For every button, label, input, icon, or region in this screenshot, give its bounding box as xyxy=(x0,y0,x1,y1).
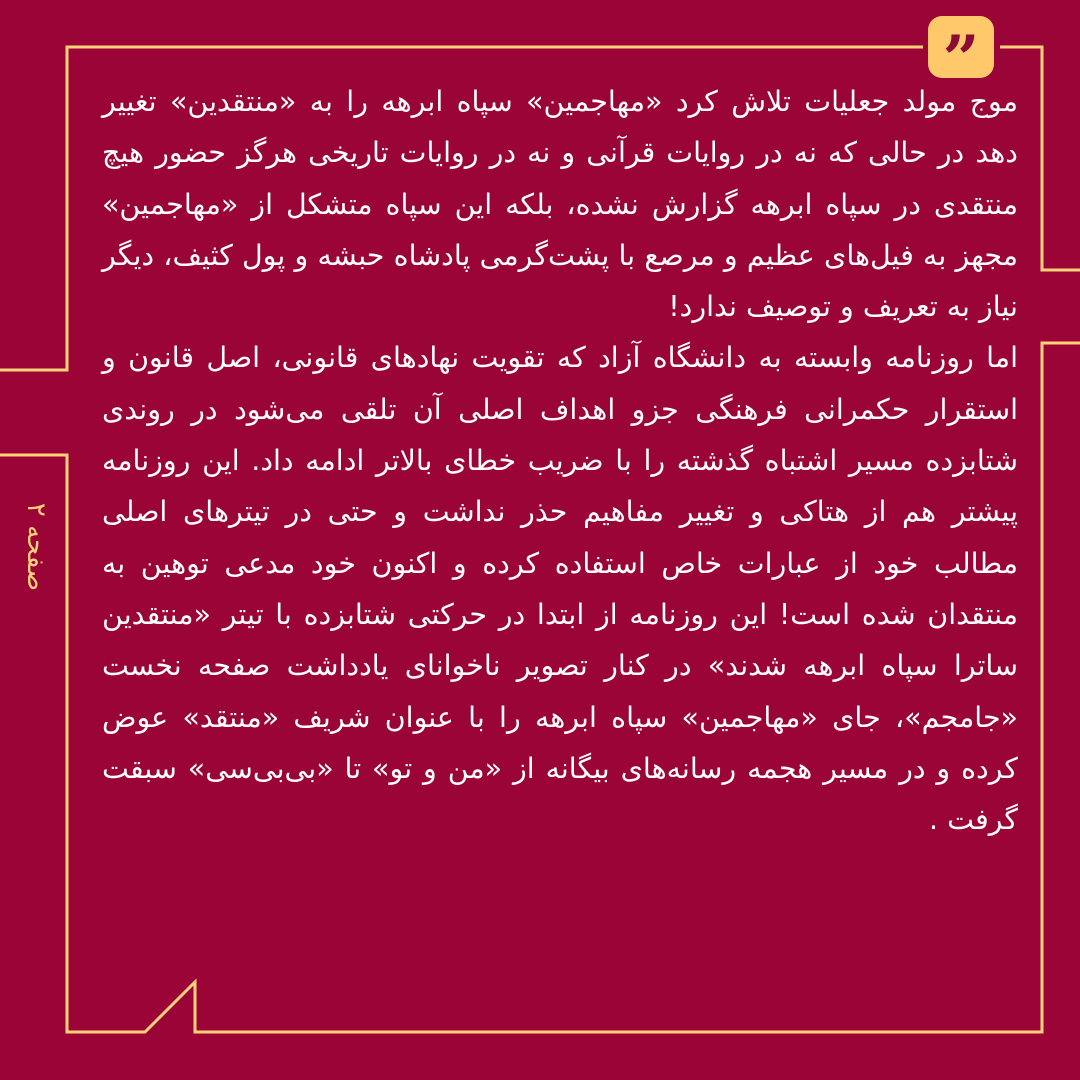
paragraph-1: موج مولد جعلیات تلاش کرد «مهاجمین» سپاه ابرهه را به «منتقدین» تغییر دهد در حالی که نه در روایات قرآنی و نه در روایات تاریخی هرگز حضور هیچ منتقدی در سپاه ابرهه گزارش نشده، بلکه این سپاه متشکل از «مهاجمین» مجهز به فیل‌های عظیم و مرصع با پشت‌گرمی پادشاه حبشه و پول کثیف، دیگر نیاز به تعریف و توصیف ندارد! xyxy=(102,85,1018,324)
article-body xyxy=(102,76,1018,845)
page-number-label: صفحه ۲ xyxy=(21,502,51,592)
quote-icon: ” xyxy=(942,22,980,97)
quote-badge xyxy=(928,16,994,97)
paragraph-2: اما روزنامه وابسته به دانشگاه آزاد که تقویت نهادهای قانونی، اصل قانون و استقرار حکمرانی فرهنگی جزو اهداف اصلی آن تلقی می‌شود در روندی شتابزده مسیر اشتباه گذشته را با ضریب خطای بالاتر ادامه داد. این روزنامه پیشتر هم از هتاکی و تغییر مفاهیم حذر نداشت و حتی در تیترهای اصلی مطالب خود از عبارات خاص استفاده کرده و اکنون خود مدعی توهین به منتقدان شده است! این روزنامه از ابتدا در حرکتی شتابزده با تیتر «منتقدین ساترا سپاه ابرهه شدند» در کنار تصویر ناخوانای یادداشت صفحه نخست «جامجم»، جای «مهاجمین» سپاه ابرهه را با عنوان شریف «منتقد» عوض کرده و در مسیر هجمه رسانه‌های بیگانه از «من و تو» تا «بی‌بی‌سی» سبقت گرفت . xyxy=(102,341,1018,837)
